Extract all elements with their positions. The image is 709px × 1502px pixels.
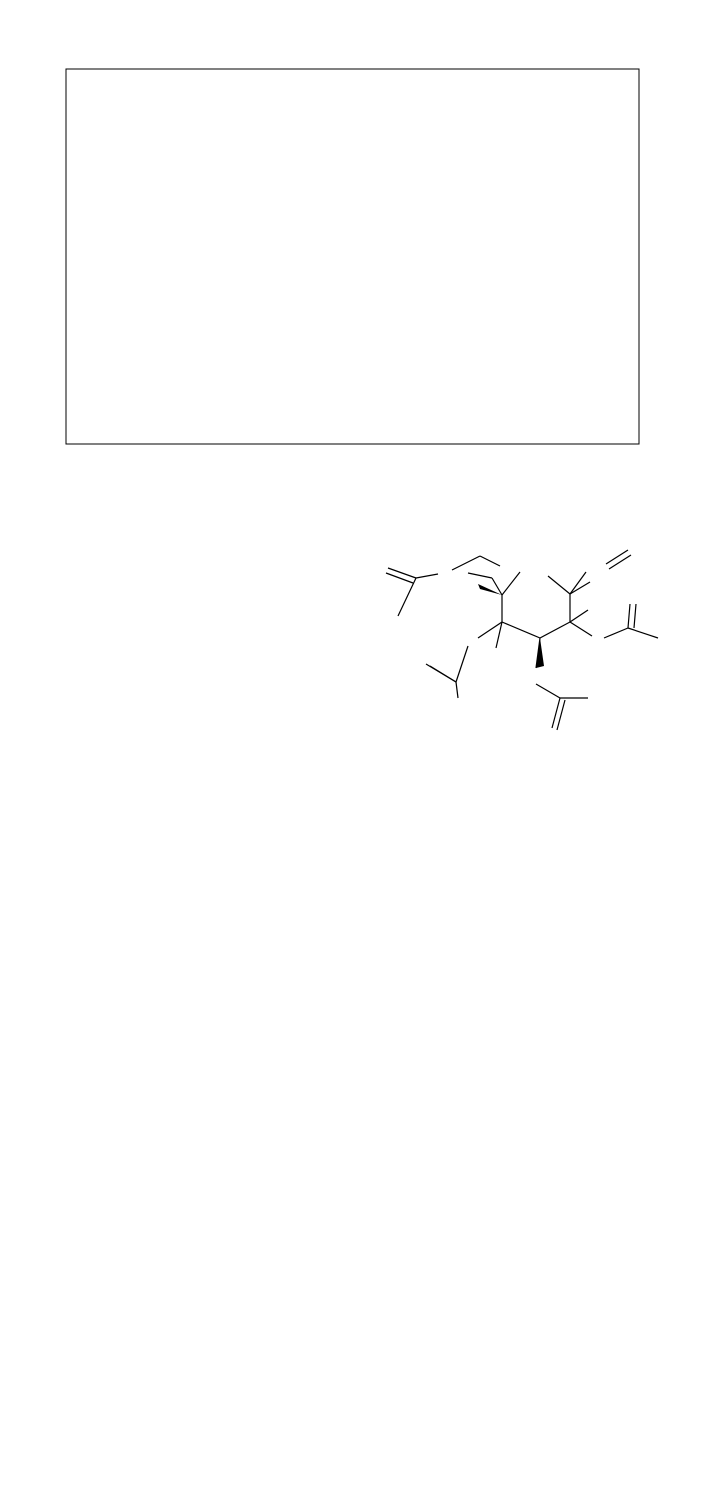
structure-diagram xyxy=(360,520,705,745)
spectrum-frame xyxy=(66,69,639,444)
nmr-spectrum xyxy=(0,0,709,480)
